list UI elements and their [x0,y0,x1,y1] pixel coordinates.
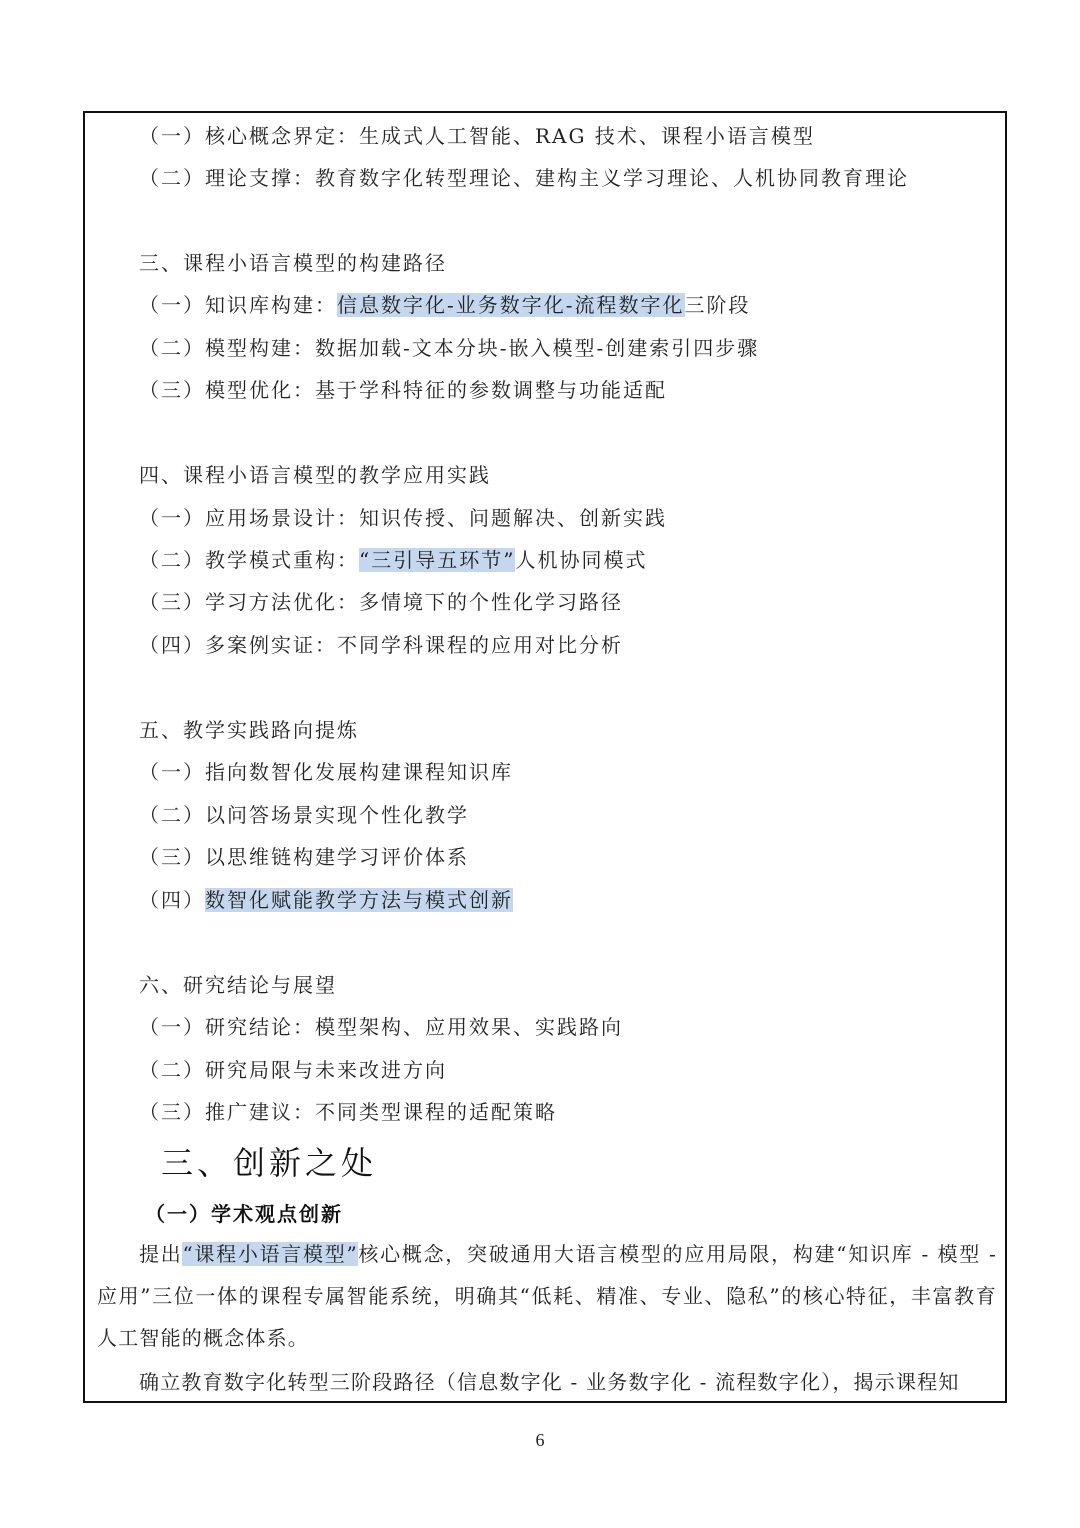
section4-item1: （一）应用场景设计：知识传授、问题解决、创新实践 [139,506,667,530]
section4-item4: （四）多案例实证：不同学科课程的应用对比分析 [139,633,623,657]
section4-item2-highlight: “三引导五环节” [359,548,516,572]
section6-item2: （二）研究局限与未来改进方向 [139,1058,447,1082]
para1-suffix: 核心概念，突破通用大语言模型的应用局限，构建“知识库 - 模型 - 应用”三位一体的课程专属智能系统，明确其“低耗、精准、专业、隐私”的核心特征，丰富教育人工智能的概念体系。 [97,1242,998,1350]
section5-item2: （二）以问答场景实现个性化教学 [139,803,469,827]
section3-item1-suffix: 三阶段 [684,293,751,317]
section6-item1: （一）研究结论：模型架构、应用效果、实践路向 [139,1015,623,1039]
section5-item4-highlight: 数智化赋能教学方法与模式创新 [205,888,513,912]
section6-title: 六、研究结论与展望 [139,973,337,997]
section4-item2 [139,545,647,575]
section5-item4-prefix: （四） [139,888,205,912]
innovation-heading: 三、创新之处 [161,1144,378,1182]
section5-item4 [139,885,513,915]
page-number: 6 [535,1430,545,1450]
innovation-paragraph-2: 确立教育数字化转型三阶段路径（信息数字化 - 业务数字化 - 流程数字化），揭示课程知 [139,1370,960,1394]
section3-item1-highlight: 信息数字化-业务数字化-流程数字化 [337,293,685,317]
section3-item2: （二）模型构建：数据加载-文本分块-嵌入模型-创建索引四步骤 [139,336,760,360]
section5-item1: （一）指向数智化发展构建课程知识库 [139,760,513,784]
section6-item3: （三）推广建议：不同类型课程的适配策略 [139,1100,557,1124]
outline-item-core-concepts: （一）核心概念界定：生成式人工智能、RAG 技术、课程小语言模型 [139,124,815,148]
outline-item-theory-support: （二）理论支撑：教育数字化转型理论、建构主义学习理论、人机协同教育理论 [139,166,909,190]
section5-title: 五、教学实践路向提炼 [139,718,359,742]
section4-item2-prefix: （二）教学模式重构： [139,548,359,572]
innovation-paragraph-1 [97,1233,997,1359]
section4-title: 四、课程小语言模型的教学应用实践 [139,463,491,487]
section4-item3: （三）学习方法优化：多情境下的个性化学习路径 [139,590,623,614]
section3-item1 [139,290,751,320]
content-frame [83,111,1007,1403]
section4-item2-suffix: 人机协同模式 [515,548,648,572]
section3-title: 三、课程小语言模型的构建路径 [139,251,447,275]
para1-highlight: “课程小语言模型” [182,1242,358,1266]
para1-prefix: 提出 [139,1242,183,1266]
section5-item3: （三）以思维链构建学习评价体系 [139,845,469,869]
innovation-subheading: （一）学术观点创新 [145,1202,343,1226]
section3-item1-prefix: （一）知识库构建： [139,293,337,317]
section3-item3: （三）模型优化：基于学科特征的参数调整与功能适配 [139,378,667,402]
